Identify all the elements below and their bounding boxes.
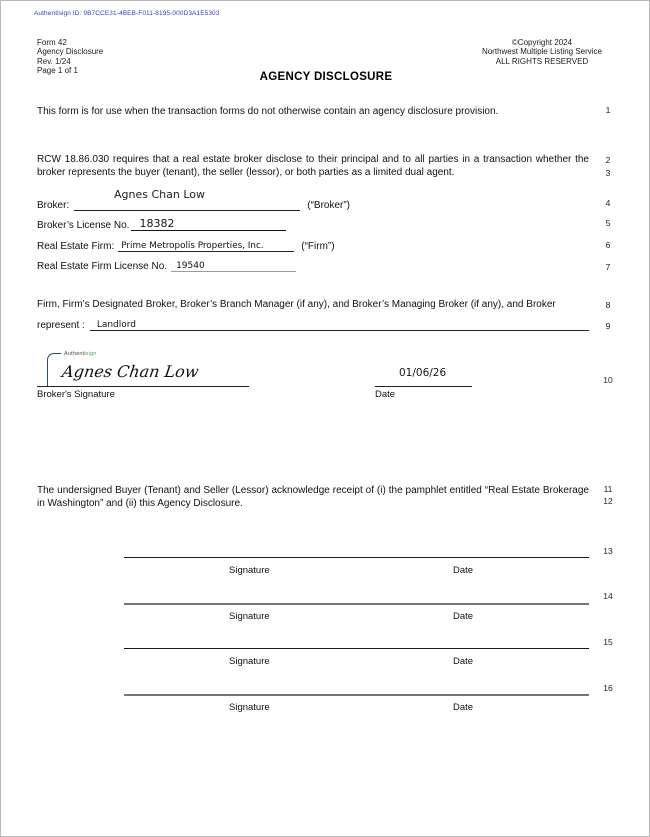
firm-suffix: (“Firm”) — [301, 241, 335, 252]
authentisign-id: Authentisign ID: 9B7CCE31-4BEB-F011-8195-000D3A1E5303 — [34, 10, 220, 17]
acknowledgment-paragraph: The undersigned Buyer (Tenant) and Seller (Lessor) acknowledge receipt of (i) the pamphlet entitled “Real Estate Brokerage in Washington” and (ii) this Agency Disclosure. — [37, 485, 589, 509]
broker-label: Broker: — [37, 200, 70, 211]
ack-date-label: Date — [453, 565, 474, 576]
rcw-paragraph: RCW 18.86.030 requires that a real estate broker disclose to their principal and to all parties in a transaction whether the broker represents the buyer (tenant), the seller (lessor), or both parties as a limited dual agent. — [37, 154, 589, 178]
represent-value[interactable]: Landlord — [96, 320, 137, 330]
line-number: 8 — [605, 300, 611, 310]
rights-reserved: ALL RIGHTS RESERVED — [495, 56, 589, 66]
broker-license-label: Broker’s License No. — [37, 220, 130, 231]
line-number: 14 — [603, 591, 613, 601]
broker-name-value[interactable]: Agnes Chan Low — [114, 188, 205, 201]
form-page-count: Page 1 of 1 — [37, 66, 78, 76]
broker-license-value[interactable]: 18382 — [139, 217, 175, 230]
firm-input-line[interactable] — [118, 240, 294, 252]
firm-sentence: Firm, Firm’s Designated Broker, Broker’s Branch Manager (if any), and Broker’s Managing Broker (if any), and Broker — [37, 299, 556, 310]
stamp-prefix: Authenti — [64, 351, 86, 357]
line-number: 1 — [605, 105, 611, 115]
line-number: 3 — [605, 168, 611, 178]
firm-value[interactable]: Prime Metropolis Properties, Inc. — [121, 241, 264, 251]
ack-date-label: Date — [453, 656, 474, 667]
broker-signature-line[interactable] — [37, 386, 249, 387]
represent-input-line[interactable] — [90, 319, 589, 331]
firm-label: Real Estate Firm: — [37, 241, 115, 252]
represent-field-row — [37, 317, 589, 331]
line-number: 2 — [605, 155, 611, 165]
firm-license-label: Real Estate Firm License No. — [37, 261, 168, 272]
broker-license-input-line[interactable] — [131, 217, 286, 231]
copyright-line: ©Copyright 2024 — [511, 38, 573, 47]
broker-signature-label: Broker's Signature — [37, 389, 115, 400]
authentisign-stamp-label — [64, 351, 97, 357]
firm-license-field-row — [37, 258, 296, 272]
line-number: 6 — [605, 240, 611, 250]
represent-label: represent : — [37, 320, 85, 331]
broker-signature-value[interactable]: Agnes Chan Low — [61, 362, 200, 381]
intro-paragraph: This form is for use when the transaction forms do not otherwise contain an agency disclosure provision. — [37, 106, 499, 117]
line-number: 13 — [603, 546, 613, 556]
ack-signature-line[interactable] — [124, 557, 589, 558]
copyright-owner: Northwest Multiple Listing Service — [481, 47, 602, 57]
ack-date-label: Date — [453, 611, 474, 622]
firm-license-value[interactable]: 19540 — [176, 261, 205, 271]
ack-signature-label: Signature — [229, 656, 270, 667]
ack-signature-label: Signature — [229, 611, 270, 622]
form-number: Form 42 — [37, 38, 67, 47]
line-number: 11 — [603, 484, 613, 494]
line-number: 10 — [603, 375, 613, 385]
signature-date-label: Date — [375, 389, 396, 400]
form-revision: Rev. 1/24 — [37, 56, 71, 66]
stamp-suffix: sign — [85, 351, 97, 357]
ack-signature-line[interactable] — [124, 694, 589, 696]
form-name: Agency Disclosure — [37, 47, 104, 57]
ack-signature-line[interactable] — [124, 603, 589, 605]
broker-input-line[interactable] — [74, 210, 300, 211]
line-number: 9 — [605, 321, 611, 331]
ack-signature-label: Signature — [229, 702, 270, 713]
line-number: 4 — [605, 198, 611, 208]
signature-date-line[interactable] — [375, 386, 472, 387]
ack-signature-label: Signature — [229, 565, 270, 576]
line-number: 5 — [605, 218, 611, 228]
broker-license-field-row — [37, 216, 286, 231]
copyright-block — [482, 38, 602, 66]
ack-signature-line[interactable] — [124, 648, 589, 649]
line-number: 7 — [605, 262, 611, 272]
signature-stamp-bracket-icon — [47, 353, 61, 387]
line-number: 15 — [603, 637, 613, 647]
line-number: 12 — [603, 496, 613, 506]
page-title: AGENCY DISCLOSURE — [259, 71, 393, 83]
line-number: 16 — [603, 683, 613, 693]
signature-date-value[interactable]: 01/06/26 — [399, 367, 447, 379]
firm-field-row — [37, 238, 335, 252]
broker-suffix: (“Broker”) — [307, 200, 351, 211]
firm-license-input-line[interactable] — [171, 260, 296, 272]
form-meta-block — [37, 38, 103, 76]
ack-date-label: Date — [453, 702, 474, 713]
